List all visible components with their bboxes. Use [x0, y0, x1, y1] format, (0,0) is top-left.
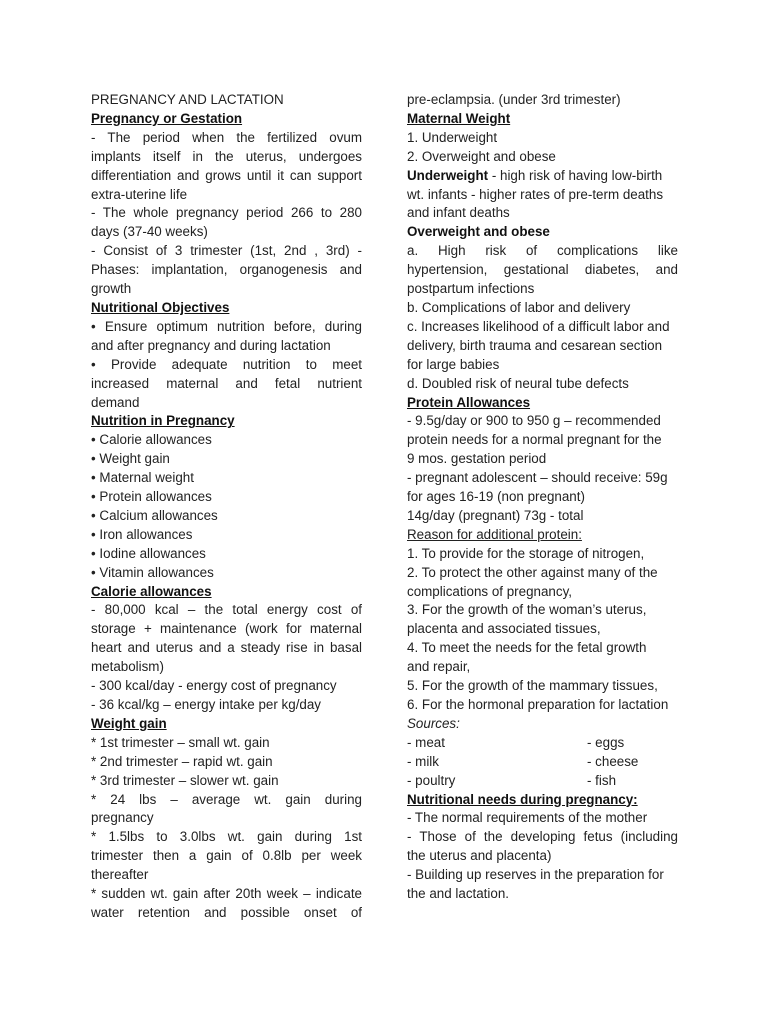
text-line: for ages 16-19 (non pregnant)	[407, 489, 585, 505]
text-line: Phases: implantation, organogenesis and	[91, 262, 362, 278]
list-item: • Calorie allowances	[91, 432, 212, 448]
list-item: • Maternal weight	[91, 470, 194, 486]
text-line: for large babies	[407, 356, 500, 372]
list-item: 2. To protect the other against many of the	[407, 564, 658, 580]
text-line: protein needs for a normal pregnant for the	[407, 432, 662, 448]
text-line: growth	[91, 281, 132, 297]
text-line: - 36 kcal/kg – energy intake per kg/day	[91, 697, 322, 712]
text-line: the and lactation.	[407, 886, 509, 902]
text-line: storage + maintenance (work for maternal	[91, 621, 362, 637]
text-line: d. Doubled risk of neural tube defects	[407, 375, 629, 391]
text-line: delivery, birth trauma and cesarean section	[407, 337, 663, 353]
text-line: - 80,000 kcal – the total energy cost of	[91, 602, 362, 618]
sources-row	[407, 734, 678, 753]
list-item: complications of pregnancy,	[407, 583, 572, 599]
text-line: - The normal requirements of the mother	[407, 810, 648, 826]
list-item: • Protein allowances	[91, 489, 212, 505]
text-line: and after pregnancy and during lactation	[91, 337, 331, 353]
list-item: 3. For the growth of the woman’s uterus,	[407, 602, 647, 618]
text-line: 9 mos. gestation period	[407, 451, 547, 467]
sources-row	[407, 772, 678, 791]
list-item: • Vitamin allowances	[91, 564, 214, 580]
source-item: - cheese	[587, 753, 639, 769]
heading-weight-gain: Weight gain	[91, 715, 167, 731]
heading-nutrition-in-pregnancy: Nutrition in Pregnancy	[91, 413, 235, 429]
list-item: 2. Overweight and obese	[407, 148, 556, 164]
text-line: implants itself in the uterus, undergoes	[91, 148, 362, 164]
source-item: - meat	[407, 734, 445, 750]
text-fragment: - high risk of having low-birth	[488, 167, 663, 183]
document-title: PREGNANCY AND LACTATION	[91, 92, 284, 107]
heading-protein-allowances: Protein Allowances	[407, 394, 531, 410]
text-line: postpartum infections	[407, 281, 535, 297]
list-item: • Iodine allowances	[91, 545, 206, 561]
text-line: days (37-40 weeks)	[91, 224, 208, 240]
text-line	[407, 167, 678, 186]
text-line: * 1st trimester – small wt. gain	[91, 734, 270, 750]
list-item: 1. Underweight	[407, 129, 498, 145]
list-item: • Weight gain	[91, 451, 170, 467]
heading-overweight-obese: Overweight and obese	[407, 224, 550, 240]
text-line: - Building up reserves in the preparation for	[407, 867, 664, 883]
label-underweight: Underweight	[407, 167, 489, 183]
text-line: pregnancy	[91, 810, 154, 826]
heading-nutritional-needs: Nutritional needs during pregnancy:	[407, 791, 638, 807]
sources-label: Sources:	[407, 715, 460, 731]
text-line: extra-uterine life	[91, 186, 188, 202]
list-item: • Calcium allowances	[91, 507, 218, 523]
text-line: * sudden wt. gain after 20th week – indicate	[91, 886, 362, 902]
text-line: water retention and possible onset of	[91, 904, 362, 920]
source-item: - poultry	[407, 772, 456, 788]
source-item: - eggs	[587, 734, 625, 750]
text-line: and infant deaths	[407, 205, 510, 221]
text-line: heart and uterus and a steady rise in basal	[91, 640, 362, 656]
text-line: * 24 lbs – average wt. gain during	[91, 791, 362, 807]
source-item: - fish	[587, 772, 617, 788]
list-item: 5. For the growth of the mammary tissues,	[407, 678, 658, 694]
list-item: 4. To meet the needs for the fetal growth	[407, 640, 647, 656]
text-line: - The whole pregnancy period 266 to 280	[91, 205, 362, 221]
heading-pregnancy-gestation: Pregnancy or Gestation	[91, 110, 243, 126]
text-line: - 9.5g/day or 900 to 950 g – recommended	[407, 413, 661, 429]
text-line: differentiation and grows until it can support	[91, 167, 362, 183]
text-line: pre-eclampsia. (under 3rd trimester)	[407, 92, 621, 107]
heading-maternal-weight: Maternal Weight	[407, 110, 511, 126]
heading-calorie-allowances: Calorie allowances	[91, 583, 212, 599]
text-line: 14g/day (pregnant) 73g - total	[407, 507, 584, 523]
text-line: - pregnant adolescent – should receive: 59g	[407, 470, 668, 486]
list-item: 1. To provide for the storage of nitrogen,	[407, 545, 645, 561]
source-item: - milk	[407, 753, 439, 769]
text-line: - 300 kcal/day - energy cost of pregnancy	[91, 678, 337, 694]
text-line: • Provide adequate nutrition to meet	[91, 356, 362, 372]
text-line: demand	[91, 394, 140, 410]
text-line: • Ensure optimum nutrition before, during	[91, 318, 362, 334]
text-line: trimester then a gain of 0.8lb per week	[91, 848, 362, 864]
list-item: • Iron allowances	[91, 526, 193, 542]
text-line: wt. infants - higher rates of pre-term deaths	[407, 186, 664, 202]
list-item: placenta and associated tissues,	[407, 621, 601, 637]
text-line: b. Complications of labor and delivery	[407, 299, 631, 315]
text-line: metabolism)	[91, 659, 164, 675]
sources-row	[407, 753, 678, 772]
list-item: and repair,	[407, 659, 471, 675]
text-line: * 3rd trimester – slower wt. gain	[91, 772, 279, 788]
left-column	[91, 91, 362, 923]
text-line: - The period when the fertilized ovum	[91, 129, 362, 145]
text-line: - Those of the developing fetus (including	[407, 829, 678, 845]
subheading-reason-protein: Reason for additional protein:	[407, 526, 582, 542]
text-line: * 1.5lbs to 3.0lbs wt. gain during 1st	[91, 829, 362, 845]
heading-nutritional-objectives: Nutritional Objectives	[91, 299, 230, 315]
text-line: a. High risk of complications like	[407, 243, 678, 259]
text-line: increased maternal and fetal nutrient	[91, 375, 362, 391]
right-column	[407, 91, 678, 904]
text-line: c. Increases likelihood of a difficult labor and	[407, 318, 670, 334]
text-line: hypertension, gestational diabetes, and	[407, 262, 678, 278]
text-line: thereafter	[91, 867, 149, 883]
text-line: the uterus and placenta)	[407, 848, 552, 864]
text-line: - Consist of 3 trimester (1st, 2nd , 3rd) -	[91, 243, 362, 259]
list-item: 6. For the hormonal preparation for lactation	[407, 697, 669, 712]
text-line: * 2nd trimester – rapid wt. gain	[91, 753, 273, 769]
